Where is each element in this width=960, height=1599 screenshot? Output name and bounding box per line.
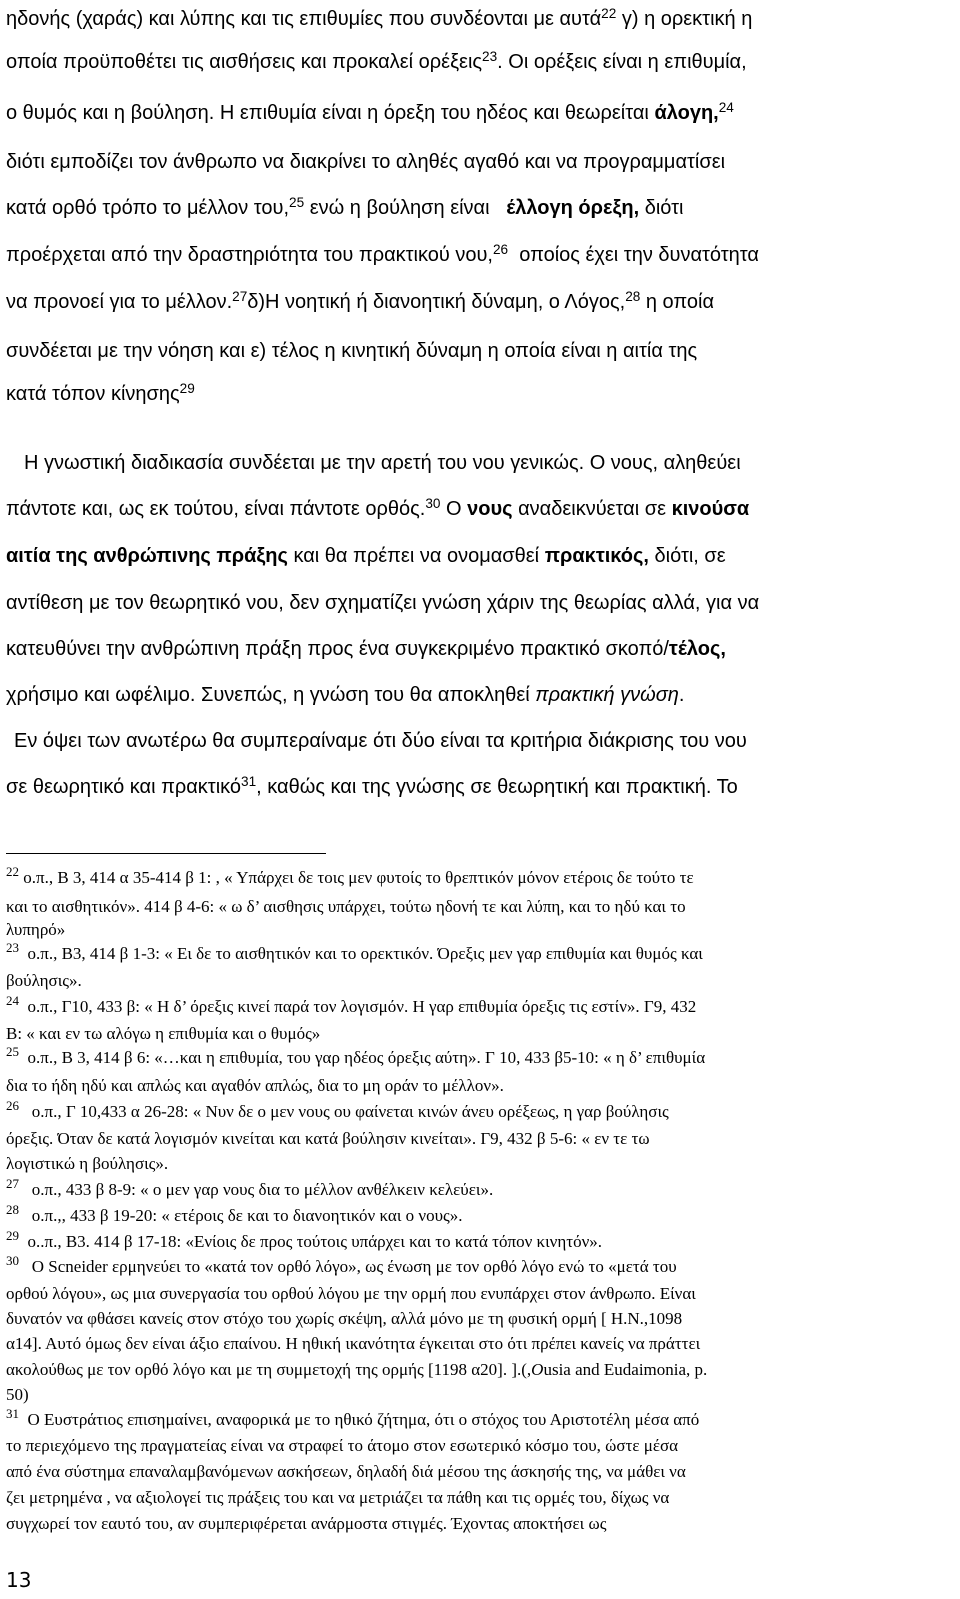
body-line-10: Η γνωστική διαδικασία συνδέεται με την αρετή του νου γενικώς. Ο νους, αληθεύει [24,452,741,474]
footnote-ref-24: 24 [718,99,734,115]
footnote-ref-27: 27 [232,288,248,304]
footnote-26: $^{26}$ ο.π., Γ 10,433 α 26-28: « Νυν δε ο μεν νους ου φαίνεται κινών άνευ ορέξεως, η γαρ βούλησις [6,1098,669,1121]
footnote-27: $^{27}$ ο.π., 433 β 8-9: « ο μεν γαρ νους δια το μέλλον ανθέλκειν κελεύει». [6,1176,494,1199]
body-line-17: σε θεωρητικό και πρακτικό$^{31}$, καθώς και της γνώσης σε θεωρητική και πρακτική. Το [6,773,738,798]
footnote-line: ζει μετρημένα , να αξιολογεί τις πράξεις του και να μετριάζει τα πάθη και τις ορμές του, δίχως να [6,1488,670,1507]
body-line-14: κατευθύνει την ανθρώπινη πράξη προς ένα συγκεκριμένο πρακτικό σκοπό/τέλος, [6,638,726,660]
body-line-16: Εν όψει των ανωτέρω θα συμπεραίναμε ότι δύο είναι τα κριτήρια διάκρισης του νου [14,730,747,752]
footnote-28: $^{28}$ ο.π.,, 433 β 19-20: « ετέροις δε και το διανοητικόν και ο νους». [6,1202,463,1225]
footnote-31: $^{31}$ Ο Ευστράτιος επισημαίνει, αναφορικά με το ηθικό ζήτημα, ότι ο στόχος του Αριστοτέλη μέσα από [6,1406,700,1429]
footnote-line: λυπηρό» [6,920,66,939]
footnote-line: συγχωρεί τον εαυτό του, αν συμπεριφέρεται ανάρμοστα στιγμές. Έχοντας αποκτήσει ως [6,1514,607,1533]
footnote-25: $^{25}$ ο.π., Β 3, 414 β 6: «…και η επιθυμία, του γαρ ηδέος όρεξις αύτη». Γ 10, 433 β5-10: « η δ’ επιθυμία [6,1044,706,1067]
page-number: 13 [6,1568,32,1592]
footnote-line: δια το ήδη ηδύ και απλώς και αγαθόν απλώς, δια το μη οράν το μέλλον». [6,1076,504,1095]
footnote-line: ακολούθως με τον ορθό λόγο και με τη συμμετοχή της ορμής [1198 α20]. ].(,Ousia and Eudaimonia, p. [6,1360,708,1379]
footnote-29: $^{29}$ ο..π., Β3. 414 β 17-18: «Ενίοις δε προς τούτοις υπάρχει και το κατά τόπον κινητόν». [6,1228,603,1251]
body-line-15: χρήσιμο και ωφέλιμο. Συνεπώς, η γνώση του θα αποκληθεί πρακτική γνώση. [6,684,685,706]
footnote-ref-28: 28 [625,288,641,304]
body-line-13: αντίθεση με τον θεωρητικό νου, δεν σχηματίζει γνώση χάριν της θεωρίας αλλά, για να [6,592,760,614]
footnote-line: όρεξις. Όταν δε κατά λογισμόν κινείται και κατά βούλησιν κινείται». Γ9, 432 β 5-6: « εν τε τω [6,1129,650,1148]
footnote-23: $^{23}$ ο.π., Β3, 414 β 1-3: « Ει δε το αισθητικόν και το ορεκτικόν. Όρεξις μεν γαρ επιθυμία και θυμός και [6,940,703,963]
footnote-ref-23: 23 [482,48,498,64]
body-line-12: αιτία της ανθρώπινης πράξης και θα πρέπει να ονομασθεί πρακτικός, διότι, σε [6,545,726,567]
body-line-6: προέρχεται από την δραστηριότητα του πρακτικού νου,$^{26}$ οποίος έχει την δυνατότητα [6,241,759,266]
footnote-separator [6,853,326,854]
footnote-line: και το αισθητικόν». 414 β 4-6: « ω δ’ αισθησις υπάρχει, τούτω ηδονή τε και λύπη, και το ηδύ και το [6,897,686,916]
footnote-line: βούλησις». [6,971,82,990]
body-line-11: πάντοτε και, ως εκ τούτου, είναι πάντοτε ορθός.$^{30}$ Ο νους αναδεικνύεται σε κινούσα [6,495,750,520]
body-line-1: ηδονής (χαράς) και λύπης και τις επιθυμίες που συνδέονται με αυτά$^{22}$ γ) η ορεκτική η [6,5,753,30]
footnote-line: 50) [6,1385,29,1404]
footnote-line: α14]. Αυτό όμως δεν είναι άξιο επαίνου. Η ηθική ικανότητα έγκειται στο ότι πρέπει κανείς να πράττει [6,1334,701,1353]
footnote-line: δυνατόν να φθάσει κανείς στον στόχο του χωρίς σκέψη, αλλά μόνο με τη φυσική ορμή [ Η.Ν.,1098 [6,1309,683,1328]
body-line-3: ο θυμός και η βούληση. Η επιθυμία είναι η όρεξη του ηδέος και θεωρείται άλογη,$^{24}$ [6,99,734,124]
footnote-ref-30: 30 [425,495,441,511]
body-line-4: διότι εμποδίζει τον άνθρωπο να διακρίνει το αληθές αγαθό και να προγραμματίσει [6,151,726,173]
footnote-line: από ένα σύστημα επαναλαμβανόμενων ασκήσεων, δηλαδή διά μέσου της άσκησής της, να μάθει να [6,1462,686,1481]
footnote-30: $^{30}$ Ο Scneider ερμηνεύει το «κατά τον ορθό λόγο», ως ένωση με τον ορθό λόγο ενώ το «μετά του [6,1253,677,1276]
footnote-22: $^{22}$ ο.π., Β 3, 414 α 35-414 β 1: , « Υπάρχει δε τοις μεν φυτοίς το θρεπτικόν μόνον ετέροις δε τούτο τε [6,864,694,887]
body-line-7: να προνοεί για το μέλλον.$^{27}$δ)Η νοητική ή διανοητική δύναμη, ο Λόγος,$^{28}$ η οποία [6,288,715,313]
body-line-9: κατά τόπον κίνησης$^{29}$ [6,380,195,405]
footnote-24: $^{24}$ ο.π., Γ10, 433 β: « Η δ’ όρεξις κινεί παρά τον λογισμόν. Η γαρ επιθυμία όρεξις τις εστίν». Γ9, 432 [6,993,697,1016]
footnote-ref-25: 25 [289,194,305,210]
footnote-ref-29: 29 [179,380,195,396]
footnote-line: ορθού λόγου», ως μια συνεργασία του ορθού λόγου με την ορμή που ενυπάρχει στον άνθρωπο. Είναι [6,1284,696,1303]
footnote-line: λογιστικώ η βούλησις». [6,1154,169,1173]
body-line-8: συνδέεται με την νόηση και ε) τέλος η κινητική δύναμη η οποία είναι η αιτία της [6,340,698,362]
footnote-ref-22: 22 [601,5,617,21]
footnote-line: Β: « και εν τω αλόγω η επιθυμία και ο θυμός» [6,1024,321,1043]
body-line-5: κατά ορθό τρόπο το μέλλον του,$^{25}$ ενώ η βούληση είναι έλλογη όρεξη, διότι [6,194,684,219]
body-line-2: οποία προϋποθέτει τις αισθήσεις και προκαλεί ορέξεις$^{23}$. Οι ορέξεις είναι η επιθυμία, [6,48,747,73]
footnote-ref-26: 26 [492,241,509,257]
footnote-line: το περιεχόμενο της πραγματείας είναι να στραφεί το άτομο στον εσωτερικό κόσμο του, ώστε μέσα [6,1436,679,1455]
footnote-ref-31: 31 [241,773,257,789]
